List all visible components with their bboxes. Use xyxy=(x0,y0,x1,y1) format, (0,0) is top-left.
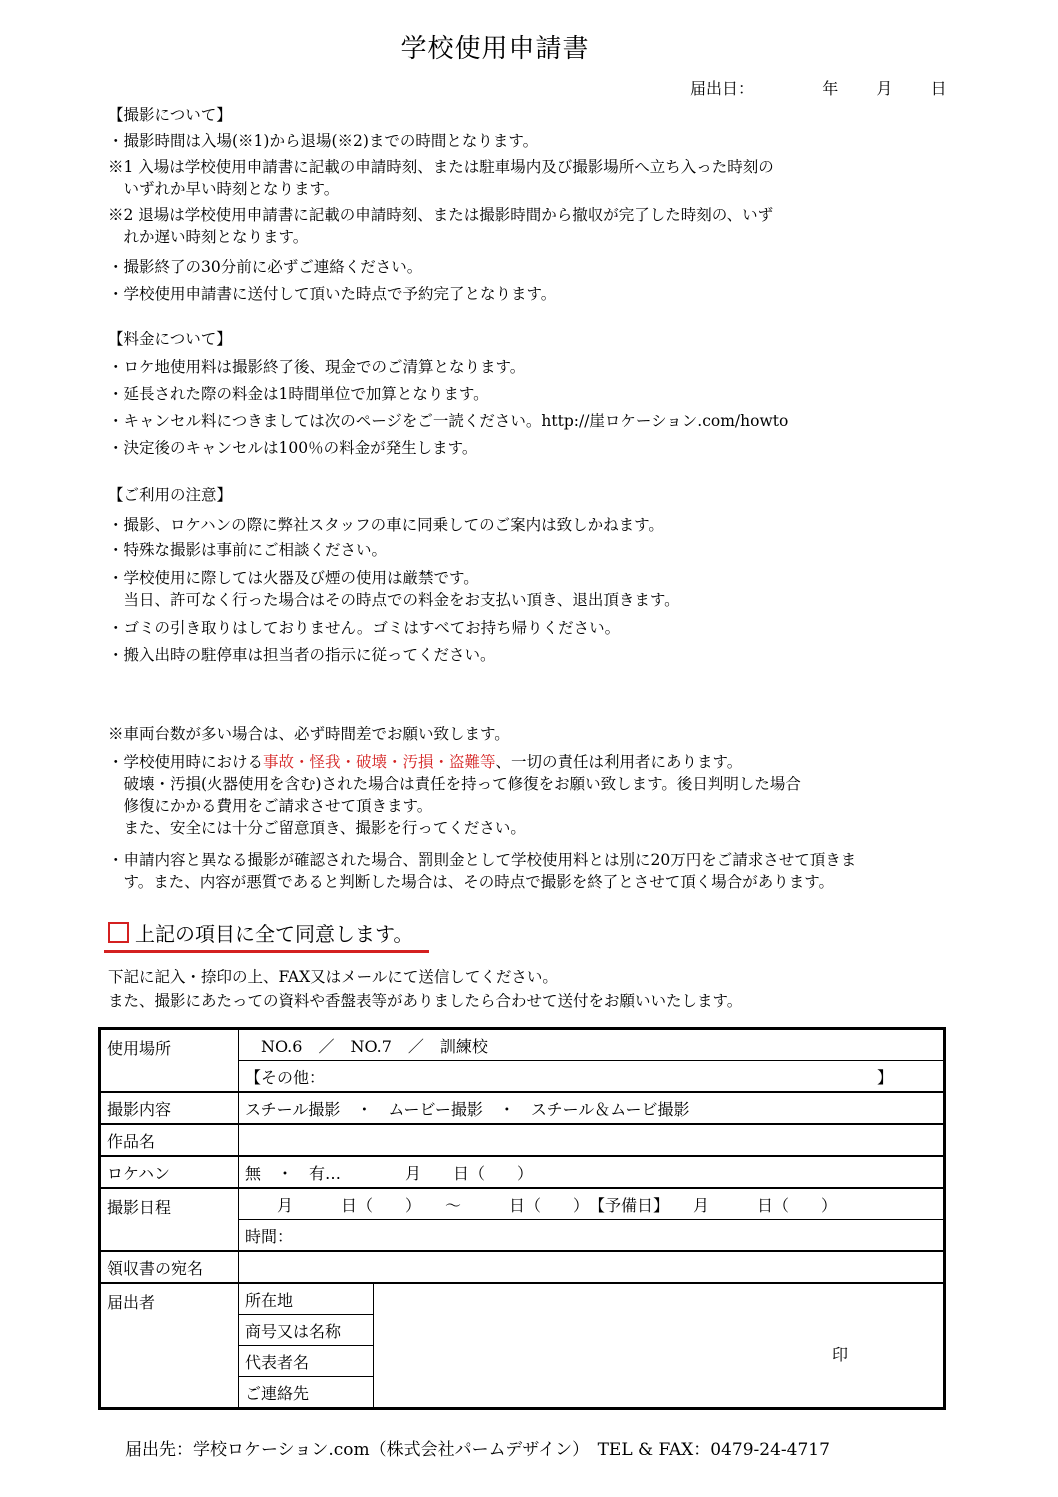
content-label: 撮影内容 xyxy=(100,1092,239,1124)
section-shooting xyxy=(108,104,774,305)
place-other-field[interactable] xyxy=(239,1061,945,1093)
agree-label: 上記の項目に全て同意します。 xyxy=(135,922,414,946)
penalty-notice: ・申請内容と異なる撮影が確認された場合、罰則金として学校使用料とは別に20万円をご請求させて頂きま xyxy=(108,851,857,869)
content-options[interactable]: スチール撮影 ・ ムービー撮影 ・ スチール＆ムービ撮影 xyxy=(239,1092,945,1124)
instruction-line: また、撮影にあたっての資料や香盤表等がありましたら合わせて送付をお願いいたします。 xyxy=(108,992,743,1010)
list-item: ・延長された際の料金は1時間単位で加算となります。 xyxy=(108,385,489,403)
list-item: いずれか早い時刻となります。 xyxy=(108,180,340,198)
applicant-fields[interactable] xyxy=(374,1283,945,1409)
list-item: ・学校使用申請書に送付して頂いた時点で予約完了となります。 xyxy=(108,285,557,303)
company-name-label: 商号又は名称 xyxy=(239,1315,374,1346)
instructions xyxy=(108,966,742,1012)
time-field[interactable]: 時間： xyxy=(239,1220,945,1252)
instruction-line: 下記に記入・捺印の上、FAX又はメールにて送信してください。 xyxy=(108,968,558,986)
schedule-label: 撮影日程 xyxy=(100,1188,239,1251)
list-item: 破壊・汚損(火器使用を含む)された場合は責任を持って修復をお願い致します。後日判明した場合 xyxy=(108,775,801,793)
footer-contact: 届出先：学校ロケーション.com（株式会社パームデザイン） TEL & FAX：0479-24-4717 xyxy=(125,1440,830,1460)
list-item: ・ゴミの引き取りはしておりません。ゴミはすべてお持ち帰りください。 xyxy=(108,619,621,637)
list-item: ※1 入場は学校使用申請書に記載の申請時刻、または駐車場内及び撮影場所へ立ち入った時刻の xyxy=(108,158,774,176)
list-item: ・特殊な撮影は事前にご相談ください。 xyxy=(108,541,388,559)
schedule-field[interactable]: 月 日（ ） ～ 日（ ） 【予備日】 月 日（ ） xyxy=(239,1188,945,1220)
page-title: 学校使用申請書 xyxy=(400,34,590,64)
liability-notice xyxy=(108,751,856,773)
list-item: また、安全には十分ご留意頂き、撮影を行ってください。 xyxy=(108,819,526,837)
submission-date xyxy=(690,76,947,99)
list-item: ・撮影時間は入場(※1)から退場(※2)までの時間となります。 xyxy=(108,132,539,150)
work-title-field[interactable] xyxy=(239,1124,945,1156)
section-heading: 【撮影について】 xyxy=(108,106,232,124)
seal-mark: 印 xyxy=(831,1345,848,1364)
place-options[interactable]: NO.6 ／ NO.7 ／ 訓練校 xyxy=(239,1029,945,1061)
liability-pre: ・学校使用時における xyxy=(108,753,264,771)
list-item: 修復にかかる費用をご請求させて頂きます。 xyxy=(108,797,433,815)
location-hunt-label: ロケハン xyxy=(100,1156,239,1188)
list-item: ・撮影終了の30分前に必ずご連絡ください。 xyxy=(108,258,423,276)
date-label: 届出日： xyxy=(690,79,755,98)
list-item: ・ロケ地使用料は撮影終了後、現金でのご清算となります。 xyxy=(108,358,526,376)
section-heading: 【料金について】 xyxy=(108,330,232,348)
receipt-label: 領収書の宛名 xyxy=(100,1251,239,1283)
work-title-label: 作品名 xyxy=(100,1124,239,1156)
contact-label: ご連絡先 xyxy=(239,1377,374,1409)
liability-highlight: 事故・怪我・破壊・汚損・盗難等 xyxy=(263,753,496,771)
place-label: 使用場所 xyxy=(100,1029,239,1093)
agree-checkbox-row[interactable] xyxy=(108,918,413,947)
agree-underline xyxy=(104,950,429,953)
notice-block xyxy=(108,723,856,893)
vehicle-notice: ※車両台数が多い場合は、必ず時間差でお願い致します。 xyxy=(108,725,510,743)
application-form xyxy=(98,1027,946,1410)
section-fees xyxy=(108,328,788,459)
address-label: 所在地 xyxy=(239,1283,374,1315)
list-item: ・学校使用に際しては火器及び煙の使用は厳禁です。 xyxy=(108,569,479,587)
liability-post: 、一切の責任は利用者にあります。 xyxy=(495,753,743,771)
receipt-field[interactable] xyxy=(239,1251,945,1283)
list-item: ・キャンセル料につきましては次のページをご一読ください。http://崖ロケーション.com/howto xyxy=(108,412,789,430)
section-usage-notes xyxy=(108,484,680,666)
agree-checkbox[interactable] xyxy=(108,922,129,943)
list-item: ・決定後のキャンセルは100％の料金が発生します。 xyxy=(108,439,478,457)
representative-label: 代表者名 xyxy=(239,1346,374,1377)
list-item: 当日、許可なく行った場合はその時点での料金をお支払い頂き、退出頂きます。 xyxy=(108,591,680,609)
place-other-label: 【その他： xyxy=(245,1067,326,1087)
place-other-close: 】 xyxy=(876,1067,893,1087)
section-heading: 【ご利用の注意】 xyxy=(108,486,233,504)
list-item: ・搬入出時の駐停車は担当者の指示に従ってください。 xyxy=(108,646,496,664)
list-item: れか遅い時刻となります。 xyxy=(108,228,309,246)
date-year: 年 xyxy=(822,79,839,98)
penalty-notice: す。また、内容が悪質であると判断した場合は、その時点で撮影を終了とさせて頂く場合があります。 xyxy=(108,873,835,891)
list-item: ※2 退場は学校使用申請書に記載の申請時刻、または撮影時間から撤収が完了した時刻の、いず xyxy=(108,206,774,224)
applicant-label: 届出者 xyxy=(100,1283,239,1409)
date-day: 日 xyxy=(930,79,947,98)
date-month: 月 xyxy=(876,79,893,98)
location-hunt-field[interactable]: 無 ・ 有… 月 日（ ） xyxy=(239,1156,945,1188)
list-item: ・撮影、ロケハンの際に弊社スタッフの車に同乗してのご案内は致しかねます。 xyxy=(108,516,664,534)
